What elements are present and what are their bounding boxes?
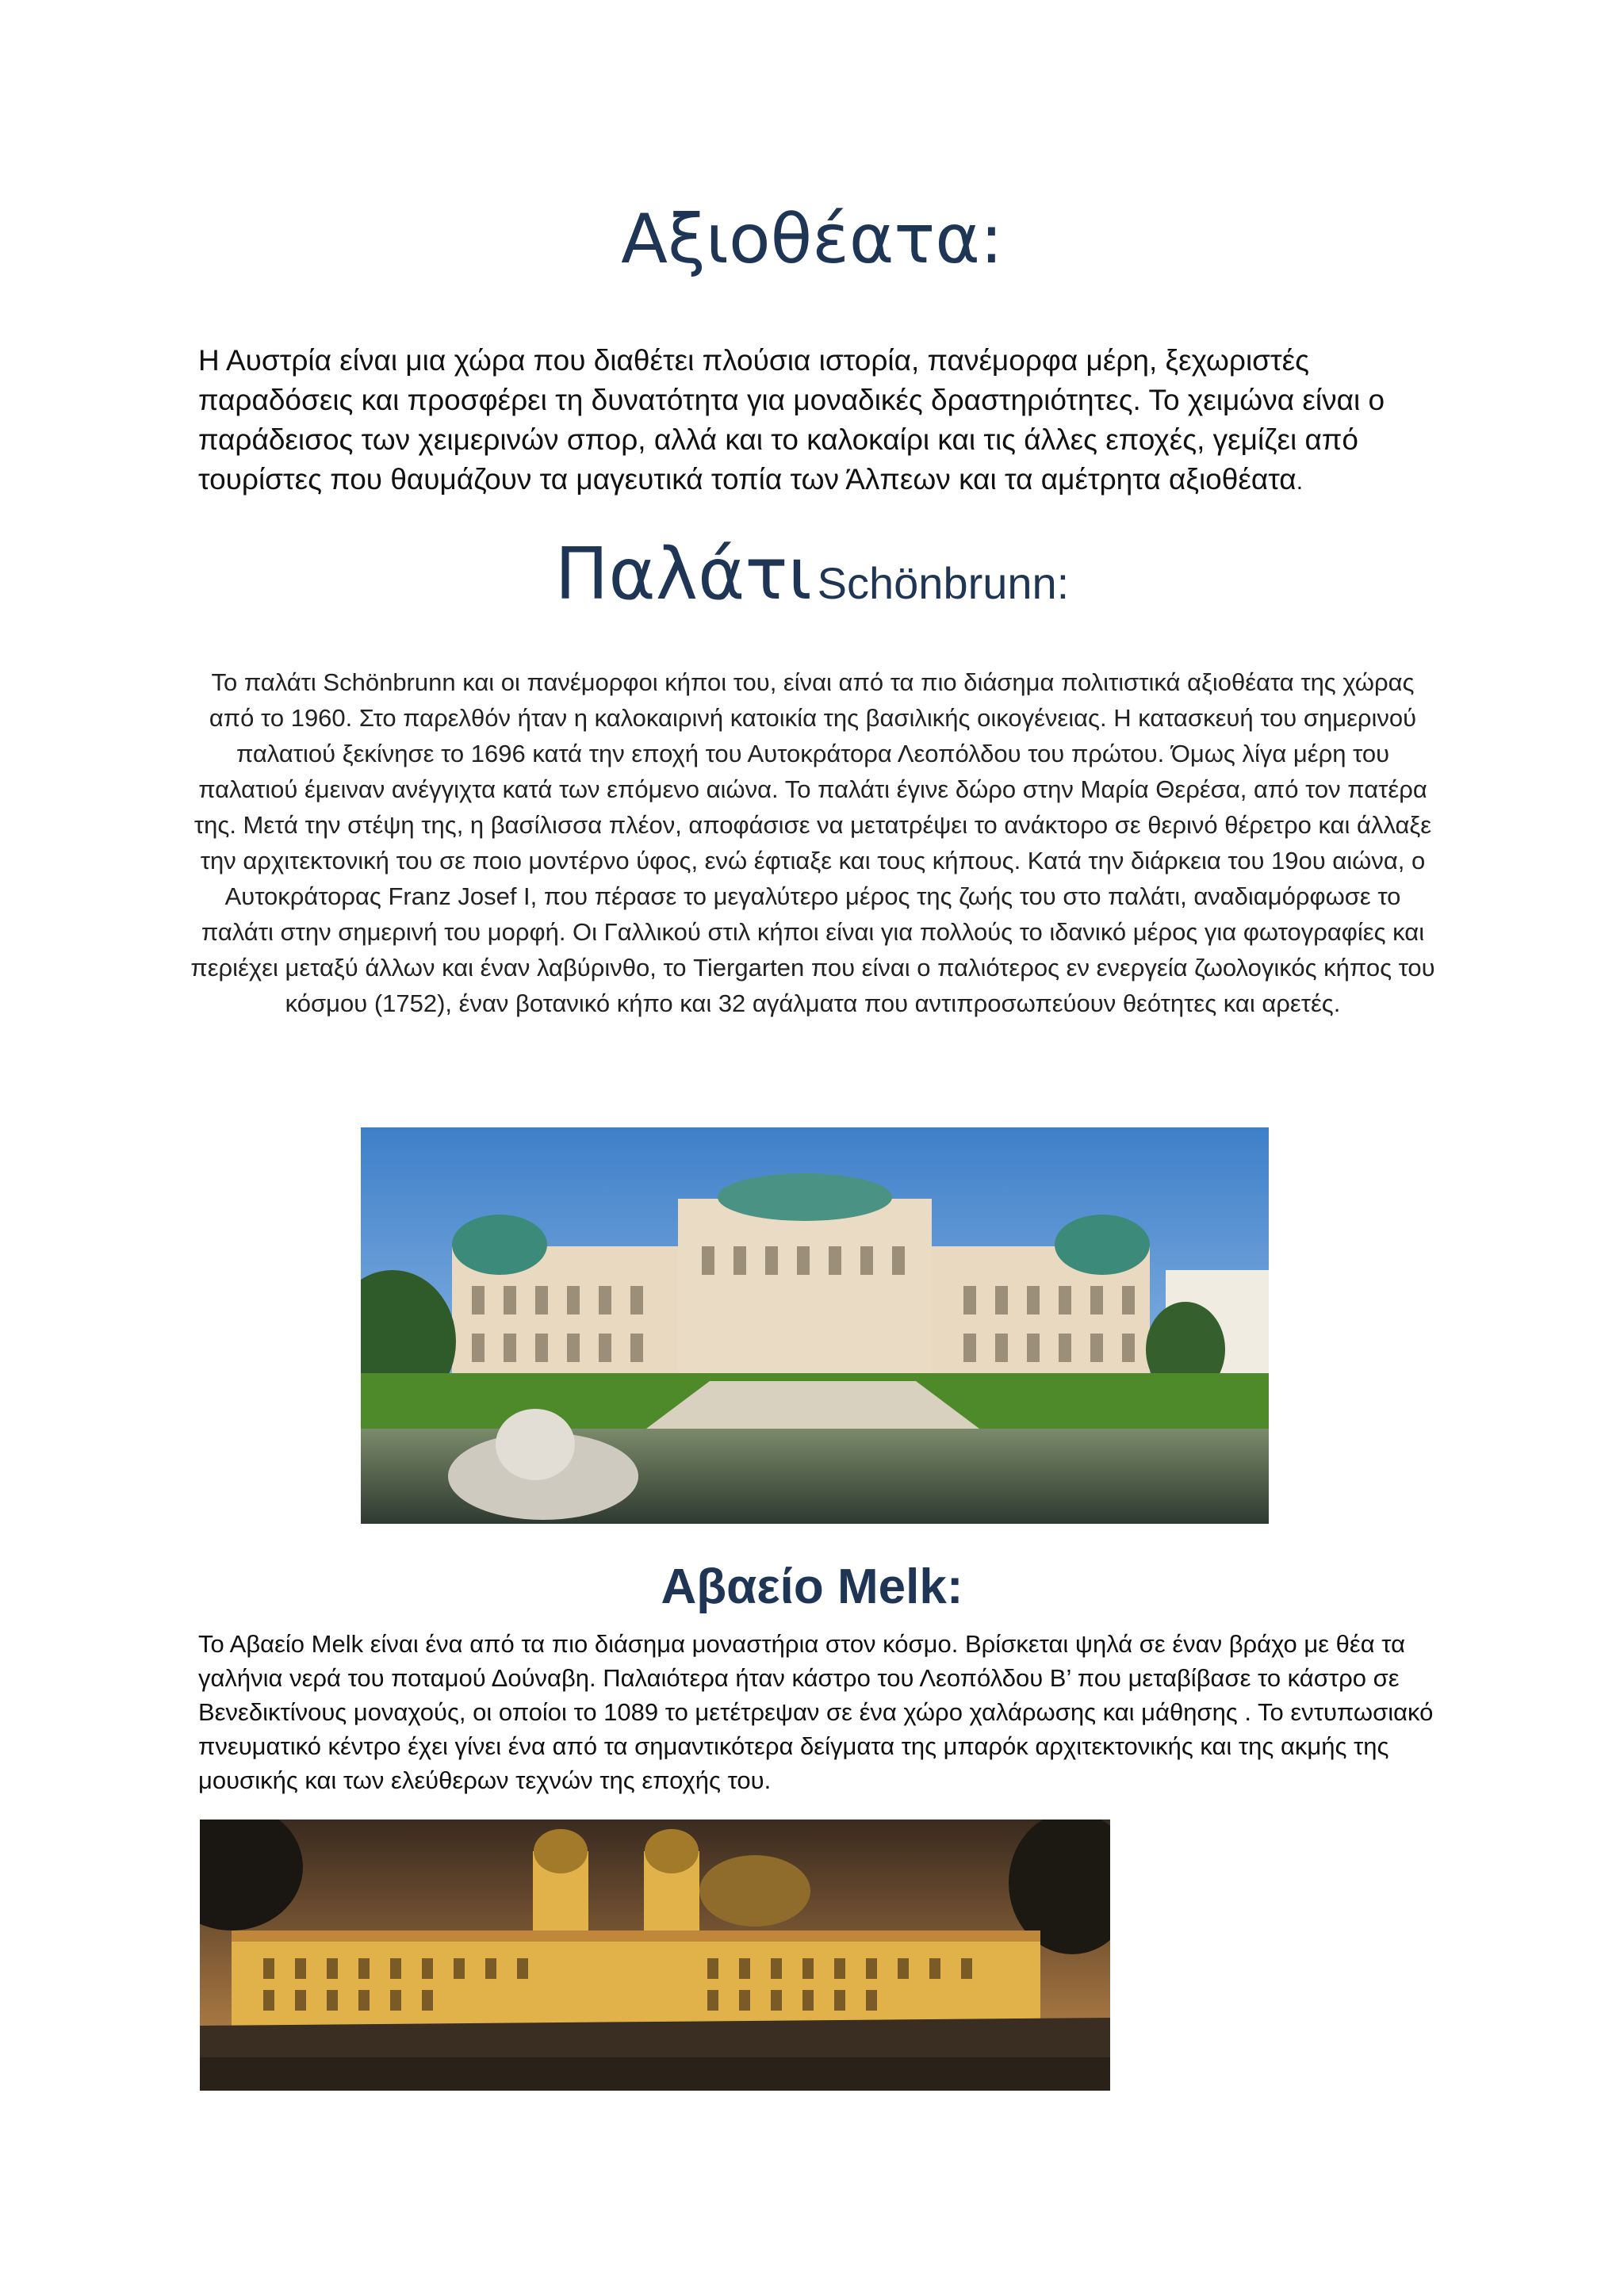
- intro-paragraph: [198, 341, 1443, 502]
- palace-photo: [361, 1127, 1269, 1524]
- melk-abbey-photo: [200, 1820, 1110, 2091]
- palace-heading: [0, 533, 1624, 616]
- palace-paragraph: Το παλάτι Schönbrunn και οι πανέμορφοι κήποι του, είναι από τα πιο διάσημα πολιτιστικά αξιοθέατα της χώρας από το 1960. Στο παρελθόν ήταν η καλοκαιρινή κατοικία της βασιλικής οικογένειας. Η κατασκευή του σημερινού παλατιού ξεκίνησε το 1696 κατά την εποχή του Αυτοκράτορα Λεοπόλδου του πρώτου. Όμως λίγα μέρη του παλατιού έμειναν ανέγγιχτα κατά των επόμενο αιώνα. Το παλάτι έγινε δώρο στην Μαρία Θερέσα, από τον πατέρα της. Μετά την στέψη της, η βασίλισσα πλέον, αποφάσισε να μετατρέψει το ανάκτορο σε θερινό θέρετρο και άλλαξε την αρχιτεκτονική του σε ποιο μοντέρνο ύφος, ενώ έφτιαξε και τους κήπους. Κατά την διάρκεια του 19ου αιώνα, ο Αυτοκράτορας Franz Josef I, που πέρασε το μεγαλύτερο μέρος της ζωής του στο παλάτι, αναδιαμόρφωσε το παλάτι στην σημερινή του μορφή. Οι Γαλλικού στιλ κήποι είναι για πολλούς το ιδανικό μέρος για φωτογραφίες και περιέχει μεταξύ άλλων και έναν λαβύρινθο, το Tiergarten που είναι ο παλιότερος εν ενεργεία ζωολογικός κήπος του κόσμου (1752), έναν βοτανικό κήπο και 32 αγάλματα που αντιπροσωπεύουν θεότητες και αρετές.: [190, 668, 1435, 1017]
- intro-tail: .: [1296, 469, 1304, 495]
- page-title: Αξιοθέατα:: [621, 200, 1003, 279]
- palace-heading-greek: Παλάτι: [554, 533, 812, 616]
- melk-heading: Αβαείο Melk:: [661, 1559, 963, 1614]
- intro-text: Η Αυστρία είναι μια χώρα που διαθέτει πλούσια ιστορία, πανέμορφα μέρη, ξεχωριστές παραδόσεις και προσφέρει τη δυνατότητα για μοναδικές δραστηριότητες. Το χειμώνα είναι ο παράδεισος των χειμερινών σπορ, αλλά και το καλοκαίρι και τις άλλες εποχές, γεμίζει από τουρίστες που θαυμάζουν τα μαγευτικά τοπία των Άλπεων και τα αμέτρητα αξιοθέατα: [198, 344, 1385, 496]
- melk-paragraph: Το Αβαείο Melk είναι ένα από τα πιο διάσημα μοναστήρια στον κόσμο. Βρίσκεται ψηλά σε έναν βράχο με θέα τα γαλήνια νερά του ποταμού Δούναβη. Παλαιότερα ήταν κάστρο του Λεοπόλδου Β’ που μεταβίβασε το κάστρο σε Βενεδικτίνους μοναχούς, οι οποίοι το 1089 το μετέτρεψαν σε ένα χώρο χαλάρωσης και μάθησης . Το εντυπωσιακό πνευματικό κέντρο έχει γίνει ένα από τα σημαντικότερα δείγματα της μπαρόκ αρχιτεκτονικής και της ακμής της μουσικής και των ελεύθερων τεχνών της εποχής του.: [198, 1630, 1434, 1794]
- palace-heading-latin: Schönbrunn:: [817, 558, 1070, 608]
